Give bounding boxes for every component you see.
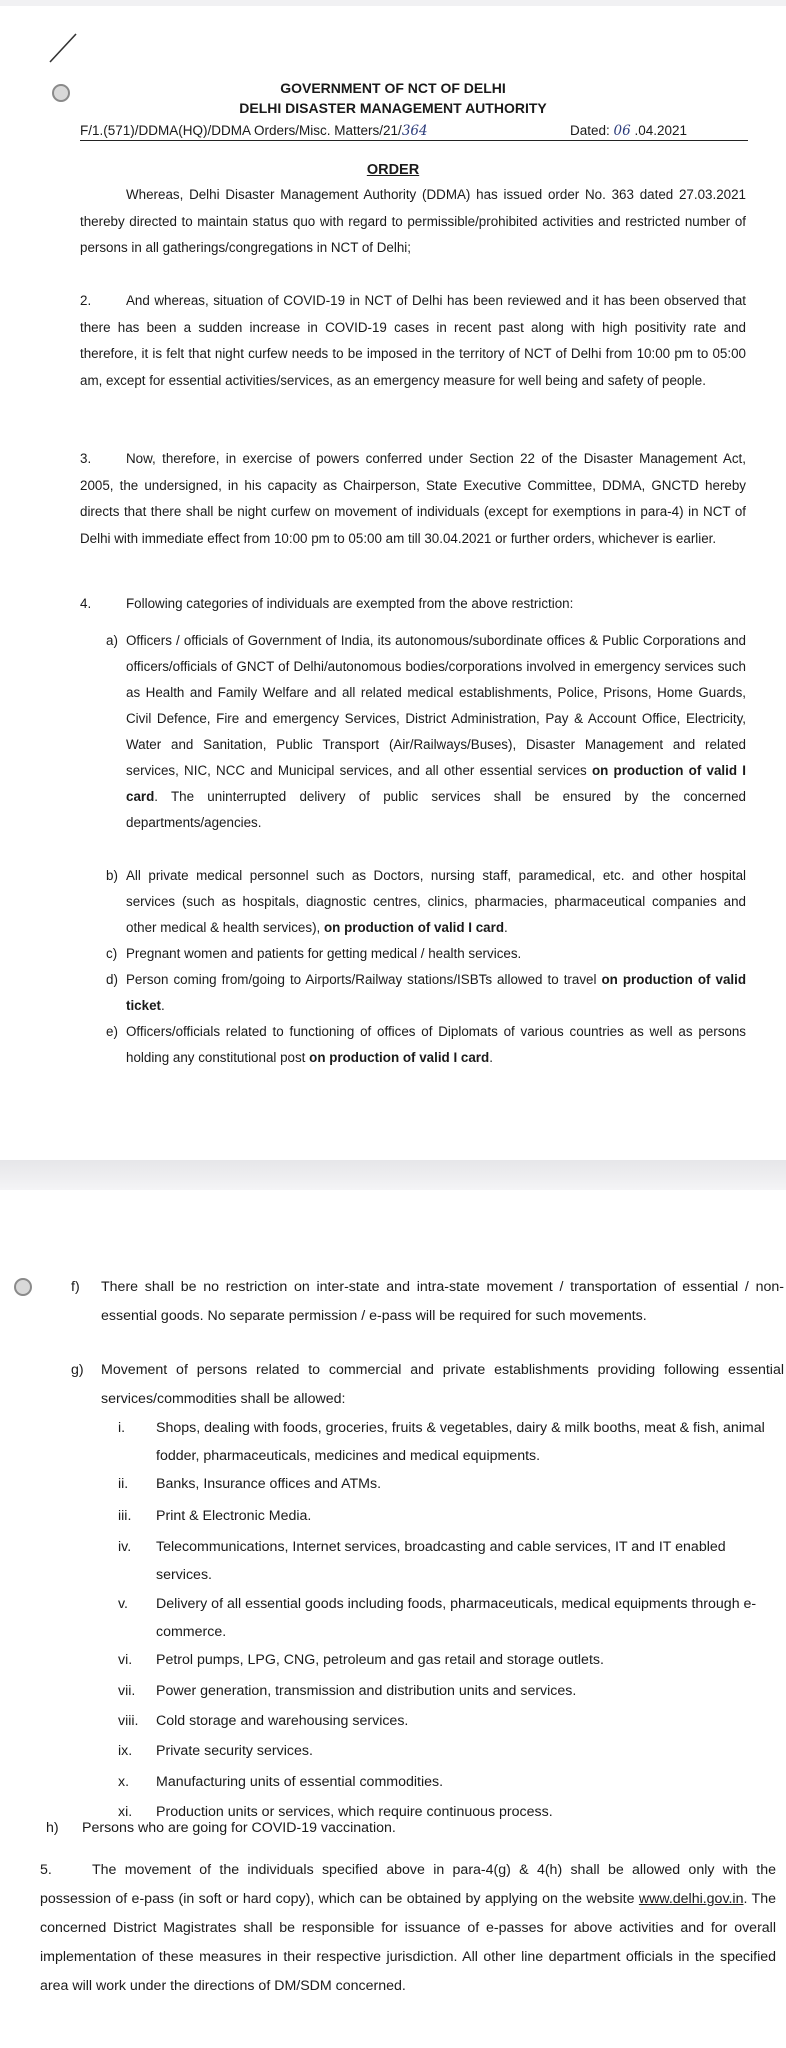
pen-mark <box>46 28 86 68</box>
g-subitem <box>118 1533 782 1589</box>
order-title: ORDER <box>366 162 420 178</box>
exemption-item-f: f) There shall be no restriction on inter-state and intra-state movement / transportation of essential / non-essential goods. No separate permission / e-pass will be required for such movements. <box>71 1279 784 1324</box>
paragraph-3: 3. Now, therefore, in exercise of powers conferred under Section 22 of the Disaster Management Act, 2005, the undersigned, in his capacity as Chairperson, State Executive Committee, DDMA, GNCTD hereby directs that there shall be night curfew on movement of individuals (except for exemptions in para-4) in NCT of Delhi with immediate effect from 10:00 pm to 05:00 am till 30.04.2021 or further orders, whichever is earlier. <box>80 451 746 546</box>
g-subitem-text: Production units or services, which require continuous process. <box>156 1804 553 1820</box>
g-subitem-text: Power generation, transmission and distribution units and services. <box>156 1683 577 1699</box>
exemption-item-h: h) Persons who are going for COVID-19 vaccination. <box>46 1820 396 1836</box>
handwritten-date-day: 06 <box>613 123 631 139</box>
exemption-item-b: b) All private medical personnel such as Doctors, nursing staff, paramedical, etc. and other hospital services (such as hospitals, diagnostic centres, clinics, pharmacies, pharmaceutical companies and other medical & health services), on production of valid I card. <box>106 868 746 935</box>
g-subitem <box>118 1768 782 1796</box>
g-subitem <box>118 1677 782 1705</box>
gov-heading: GOVERNMENT OF NCT OF DELHI <box>280 80 506 96</box>
g-subitem-label: x. <box>118 1774 130 1790</box>
punch-hole <box>14 1278 32 1296</box>
reference-number: F/1.(571)/DDMA(HQ)/DDMA Orders/Misc. Matters/21/364 <box>80 123 428 139</box>
g-subitem-label: vii. <box>118 1683 136 1699</box>
g-subitem-label: iii. <box>118 1508 132 1524</box>
paragraph-5: 5. The movement of the individuals specified above in para-4(g) & 4(h) shall be allowed only with the possession of e-pass (in soft or hard copy), which can be obtained by applying on the website www.delhi.gov.in. The concerned District Magistrates shall be responsible for issuance of e-passes for above activities and for overall implementation of these measures in their respective jurisdiction. All other line department officials in the specified area will work under the directions of DM/SDM concerned. <box>40 1862 776 1994</box>
authority-heading: DELHI DISASTER MANAGEMENT AUTHORITY <box>239 100 547 116</box>
exemption-item-e: e) Officers/officials related to functioning of offices of Diplomats of various countries as well as persons holding any constitutional post on production of valid I card. <box>106 1024 746 1065</box>
g-subitem-label: v. <box>118 1596 128 1612</box>
g-subitem <box>118 1502 782 1530</box>
exemption-item-g: g) Movement of persons related to commercial and private establishments providing following essential services/commodities shall be allowed: <box>71 1362 784 1407</box>
g-subitem <box>118 1414 782 1470</box>
g-subitem-label: ix. <box>118 1743 133 1759</box>
g-subitem <box>118 1707 782 1735</box>
g-subitem-text: Shops, dealing with foods, groceries, fruits & vegetables, dairy & milk booths, meat & fish, animal fodder, pharmaceuticals, medicines and medical equipments. <box>156 1420 765 1464</box>
g-subitem-text: Telecommunications, Internet services, broadcasting and cable services, IT and IT enabled services. <box>156 1539 726 1583</box>
g-subitem <box>118 1470 782 1498</box>
g-subitem-text: Delivery of all essential goods including foods, pharmaceuticals, medical equipments through e-commerce. <box>156 1596 757 1640</box>
paragraph-1: Whereas, Delhi Disaster Management Authority (DDMA) has issued order No. 363 dated 27.03.2021 thereby directed to maintain status quo with regard to permissible/prohibited activities and restricted number of persons in all gatherings/congregations in NCT of Delhi; <box>80 187 746 255</box>
g-subitem-text: Cold storage and warehousing services. <box>156 1713 409 1729</box>
g-subitem-label: vi. <box>118 1652 133 1668</box>
exemption-item-c: c) Pregnant women and patients for getting medical / health services. <box>106 946 522 961</box>
document-page-2 <box>0 1190 786 2048</box>
g-subitem-text: Petrol pumps, LPG, CNG, petroleum and gas retail and storage outlets. <box>156 1652 604 1668</box>
page-gap <box>0 1160 786 1190</box>
g-subitem <box>118 1737 782 1765</box>
exemption-item-a: a) Officers / officials of Government of India, its autonomous/subordinate offices & Public Corporations and officers/officials of GNCT of Delhi/autonomous bodies/corporations involved in emergency services such as Health and Family Welfare and all related medical establishments, Police, Prisons, Home Guards, Civil Defence, Fire and emergency Services, District Administration, Pay & Account Office, Electricity, Water and Sanitation, Public Transport (Air/Railways/Buses), Disaster Management and related services, NIC, NCC and Municipal services, and all other essential services on production of valid I card. The uninterrupted delivery of public services shall be ensured by the concerned departments/agencies. <box>106 633 746 830</box>
paragraph-2: 2. And whereas, situation of COVID-19 in NCT of Delhi has been reviewed and it has been observed that there has been a sudden increase in COVID-19 cases in recent past along with high positivity rate and therefore, it is felt that night curfew needs to be imposed in the territory of NCT of Delhi from 10:00 pm to 05:00 am, except for essential activities/services, as an emergency measure for well being and safety of people. <box>80 293 746 388</box>
g-subitem-label: i. <box>118 1420 126 1436</box>
document-page-1 <box>0 6 786 1160</box>
g-subitem-text: Manufacturing units of essential commodities. <box>156 1774 444 1790</box>
g-subitem-text: Private security services. <box>156 1743 313 1759</box>
g-subitem-label: xi. <box>118 1804 133 1820</box>
website-link[interactable]: www.delhi.gov.in <box>638 1891 744 1907</box>
g-subitem-text: Banks, Insurance offices and ATMs. <box>156 1476 382 1492</box>
g-subitem-label: ii. <box>118 1476 129 1492</box>
header-rule <box>80 140 748 141</box>
g-subitem <box>118 1646 782 1674</box>
g-subitem-text: Print & Electronic Media. <box>156 1508 312 1524</box>
order-date: Dated: 06 .04.2021 <box>570 123 688 139</box>
g-subitem-label: viii. <box>118 1713 139 1729</box>
handwritten-ref-number: 364 <box>401 123 428 139</box>
g-subitem <box>118 1590 782 1646</box>
g-subitem-label: iv. <box>118 1539 132 1555</box>
paragraph-4: 4. Following categories of individuals are exempted from the above restriction: <box>80 596 574 611</box>
exemption-item-d: d) Person coming from/going to Airports/Railway stations/ISBTs allowed to travel on production of valid ticket. <box>106 972 747 1013</box>
